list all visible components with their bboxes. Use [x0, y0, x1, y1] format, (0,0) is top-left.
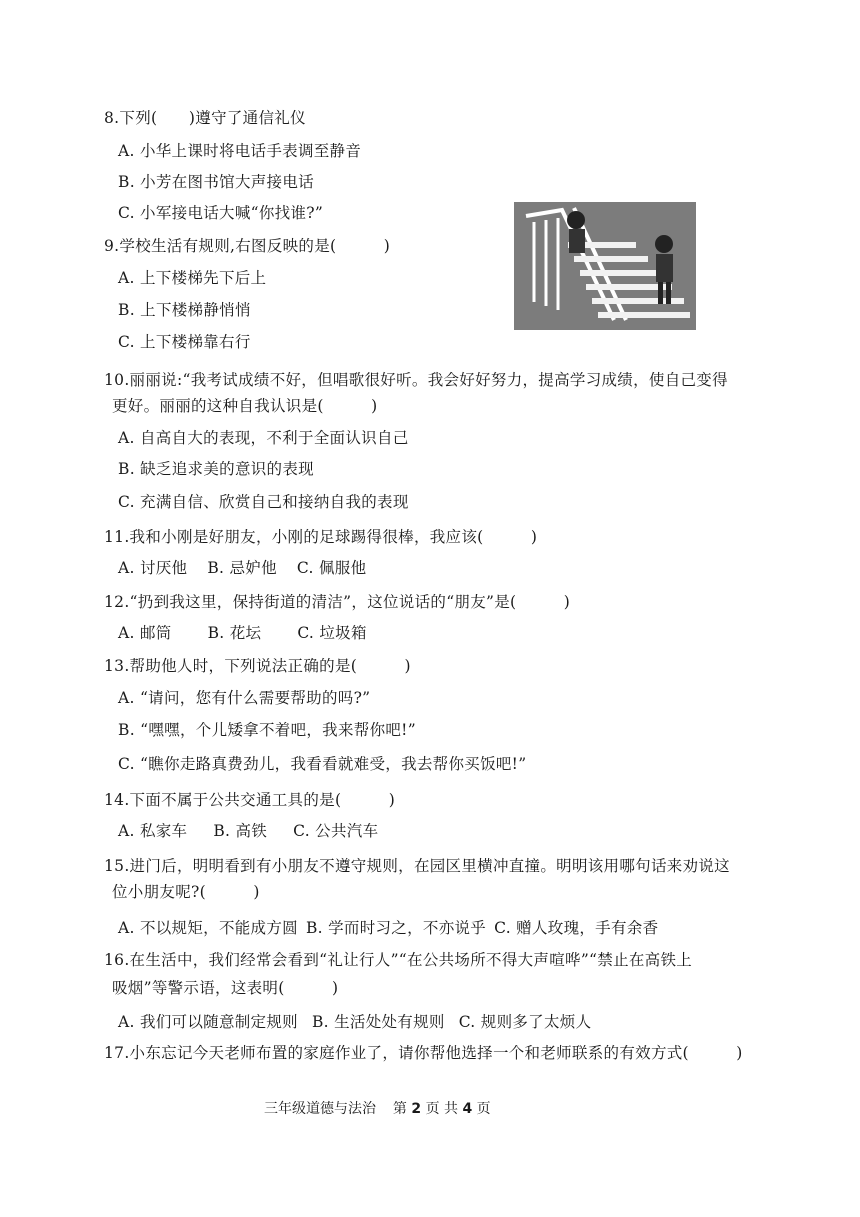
staircase-illustration: [514, 202, 696, 330]
question-12-options: [118, 623, 367, 643]
question-12-option-b: B. 花坛: [207, 624, 262, 642]
question-16-option-c: C. 规则多了太烦人: [458, 1013, 592, 1031]
question-15-option-c: C. 赠人玫瑰，手有余香: [494, 919, 659, 937]
question-13-option-a: A. “请问，您有什么需要帮助的吗?”: [118, 689, 371, 707]
question-16-stem-continued: 吸烟”等警示语，这表明( ): [112, 979, 339, 997]
question-8-option-c: C. 小军接电话大喊“你找谁?”: [118, 204, 324, 222]
question-10-stem-continued: 更好。丽丽的这种自我认识是( ): [112, 397, 378, 415]
question-11-stem: 11.我和小刚是好朋友，小刚的足球踢得很棒，我应该( ): [104, 528, 538, 546]
question-10-option-b: B. 缺乏追求美的意识的表现: [118, 460, 314, 478]
question-12-option-a: A. 邮筒: [118, 624, 172, 642]
footer-subject: 三年级道德与法治: [264, 1101, 376, 1117]
question-9-option-a: A. 上下楼梯先下后上: [118, 269, 267, 287]
question-15-option-a: A. 不以规矩，不能成方圆: [118, 919, 298, 937]
question-14-option-c: C. 公共汽车: [293, 822, 379, 840]
question-16-options: [118, 1012, 591, 1032]
question-9-stem: 9.学校生活有规则,右图反映的是( ): [104, 237, 391, 255]
question-15-option-b: B. 学而时习之，不亦说乎: [305, 919, 487, 937]
question-11-options: [118, 558, 366, 578]
question-11-option-c: C. 佩服他: [296, 559, 367, 577]
question-15-stem-continued: 位小朋友呢?( ): [112, 883, 260, 901]
question-17-stem: 17.小东忘记今天老师布置的家庭作业了，请你帮他选择一个和老师联系的有效方式( ): [104, 1044, 743, 1062]
question-10-option-c: C. 充满自信、欣赏自己和接纳自我的表现: [118, 493, 409, 511]
question-11-option-b: B. 忌妒他: [207, 559, 277, 577]
footer-page-mid: 页 共: [425, 1101, 459, 1117]
question-16-option-b: B. 生活处处有规则: [311, 1013, 445, 1031]
question-14-option-a: A. 私家车: [118, 822, 188, 840]
question-14-option-b: B. 高铁: [213, 822, 268, 840]
question-9-option-b: B. 上下楼梯静悄悄: [118, 301, 251, 319]
question-16-option-a: A. 我们可以随意制定规则: [118, 1013, 298, 1031]
question-10-stem: 10.丽丽说:“我考试成绩不好，但唱歌很好听。我会好好努力，提高学习成绩，使自己变得: [104, 371, 728, 389]
question-10-option-a: A. 自高自大的表现，不利于全面认识自己: [118, 429, 409, 447]
footer-page-total: 4: [462, 1101, 473, 1117]
question-14-stem: 14.下面不属于公共交通工具的是( ): [104, 791, 396, 809]
question-13-option-b: B. “嘿嘿，个儿矮拿不着吧，我来帮你吧!”: [118, 721, 416, 739]
footer-page-suffix: 页: [476, 1101, 491, 1117]
question-15-stem: 15.进门后，明明看到有小朋友不遵守规则，在园区里横冲直撞。明明该用哪句话来劝说这: [104, 857, 730, 875]
question-8-option-b: B. 小芳在图书馆大声接电话: [118, 173, 314, 191]
question-8-stem: 8.下列( )遵守了通信礼仪: [104, 109, 306, 127]
question-9-option-c: C. 上下楼梯靠右行: [118, 333, 251, 351]
question-13-stem: 13.帮助他人时，下列说法正确的是( ): [104, 657, 411, 675]
page-footer: [264, 1098, 491, 1118]
question-14-options: [118, 821, 378, 841]
footer-page-number: 2: [411, 1101, 422, 1117]
question-8-option-a: A. 小华上课时将电话手表调至静音: [118, 142, 362, 160]
question-12-stem: 12.“扔到我这里，保持街道的清洁”，这位说话的“朋友”是( ): [104, 593, 571, 611]
question-11-option-a: A. 讨厌他: [118, 559, 188, 577]
question-16-stem: 16.在生活中，我们经常会看到“礼让行人”“在公共场所不得大声喧哗”“禁止在高铁上: [104, 951, 693, 969]
question-15-options: [118, 918, 658, 938]
question-13-option-c: C. “瞧你走路真费劲儿，我看看就难受，我去帮你买饭吧!”: [118, 755, 527, 773]
question-12-option-c: C. 垃圾箱: [297, 624, 367, 642]
footer-page-prefix: 第: [392, 1101, 407, 1117]
